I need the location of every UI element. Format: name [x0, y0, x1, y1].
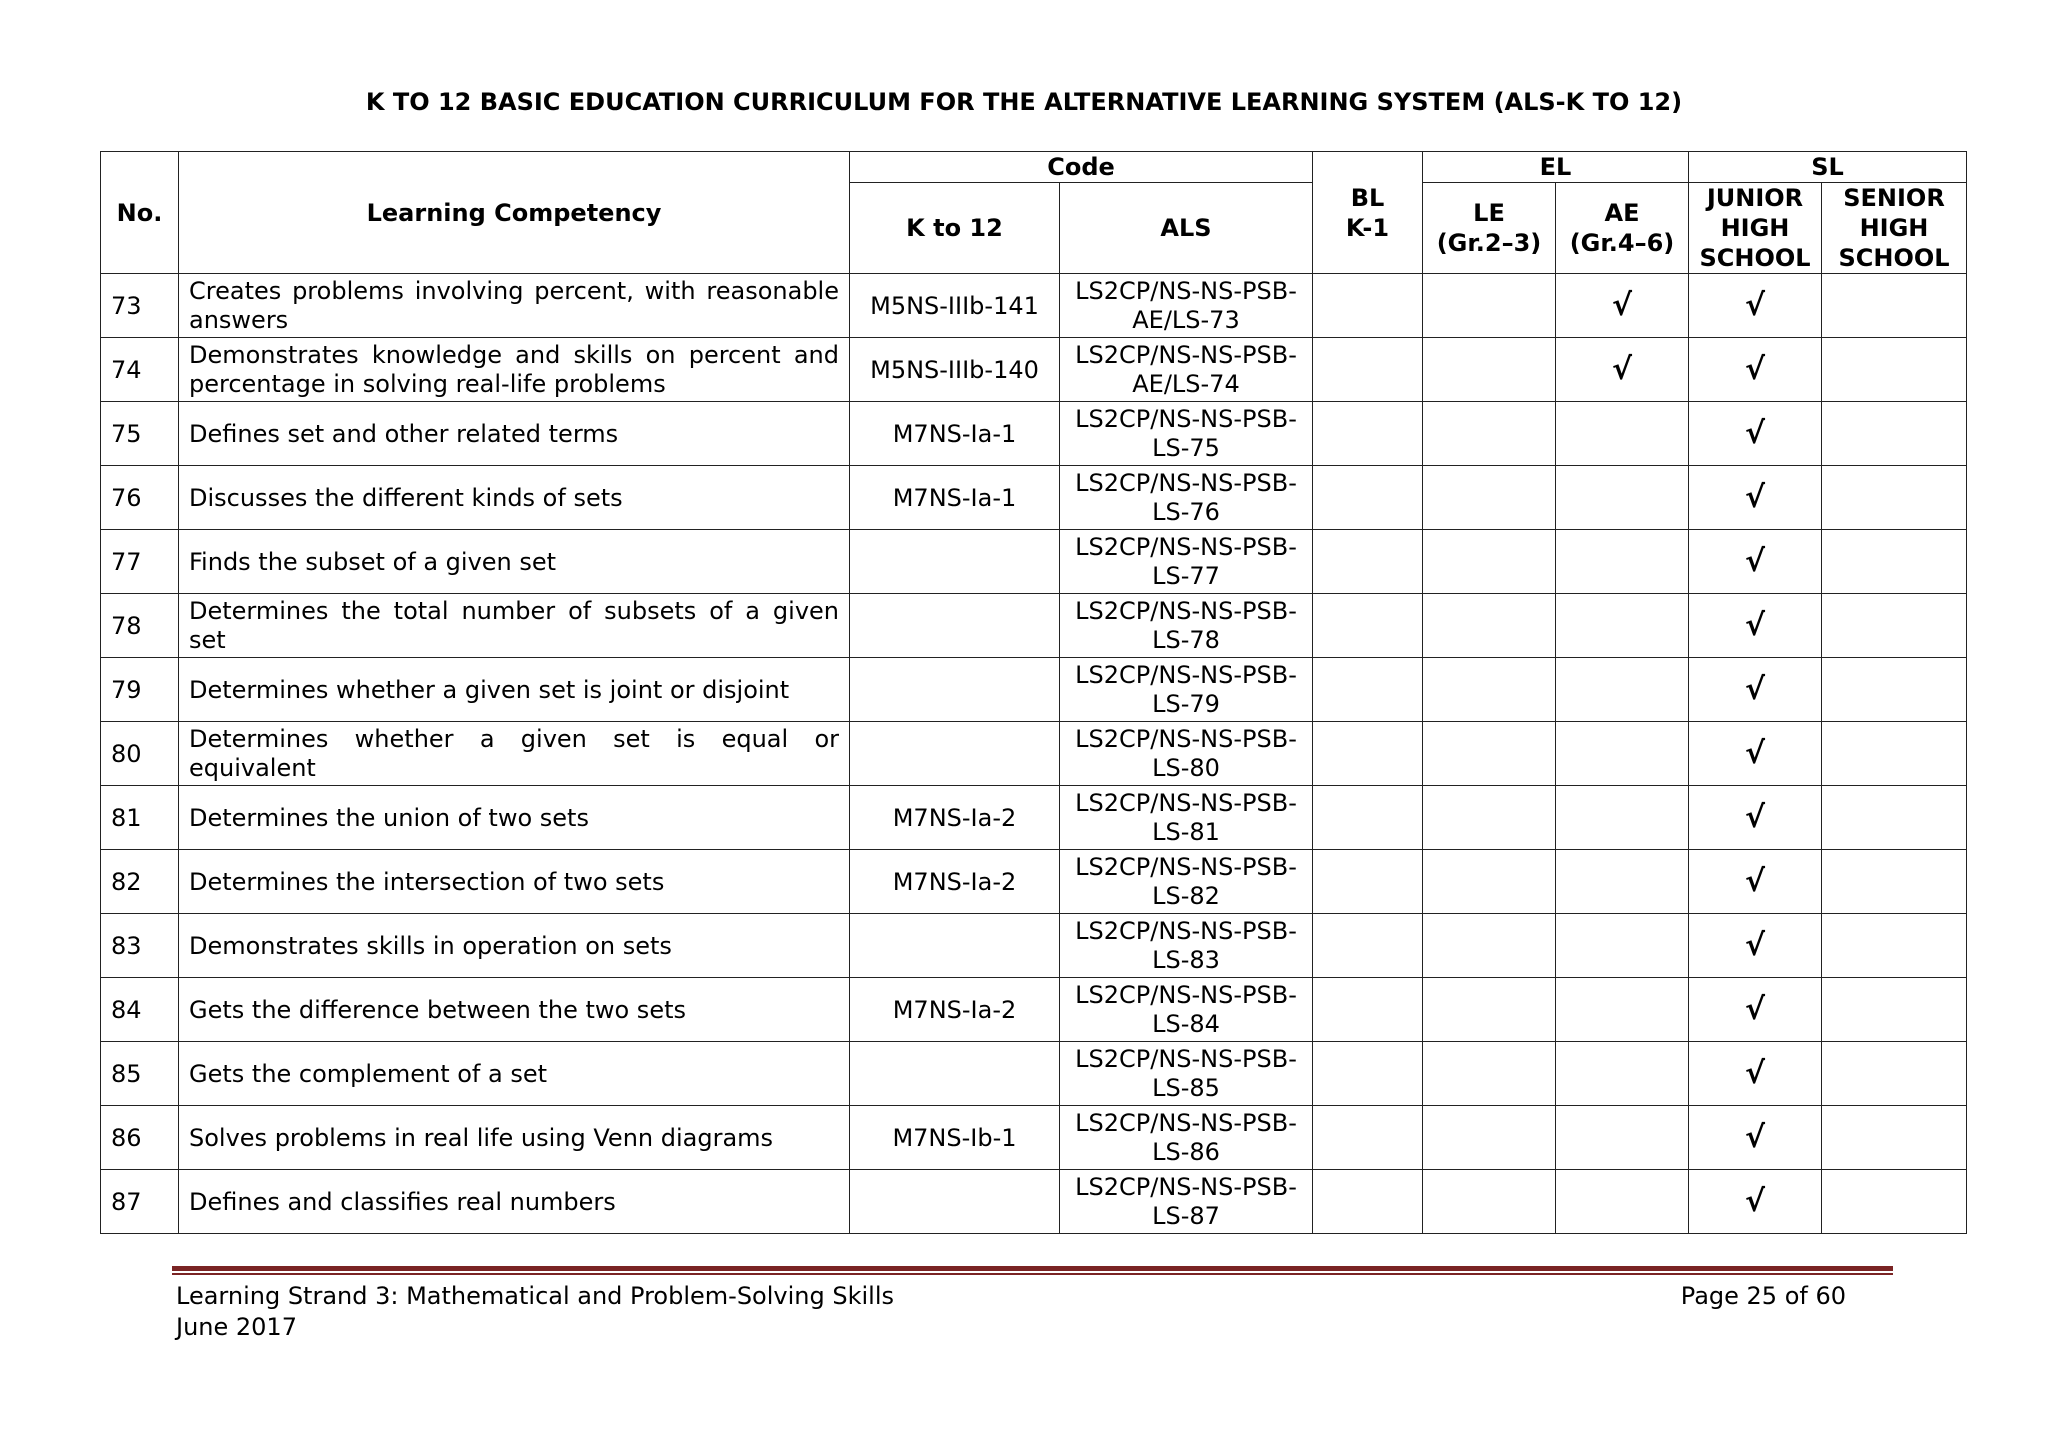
row-als-code [1060, 658, 1313, 722]
als-code-line: LS2CP/NS-NS-PSB- [1075, 468, 1297, 497]
row-number: 81 [101, 786, 179, 850]
row-competency: Defines set and other related terms [179, 402, 850, 466]
row-le-cell [1423, 274, 1556, 338]
row-ae-check [1556, 530, 1689, 594]
row-als-code [1060, 594, 1313, 658]
row-competency: Finds the subset of a given set [179, 530, 850, 594]
row-jhs-check: √ [1689, 786, 1822, 850]
row-shs-cell [1822, 594, 1967, 658]
row-ae-check [1556, 594, 1689, 658]
footer-date: June 2017 [176, 1313, 297, 1341]
row-shs-cell [1822, 466, 1967, 530]
als-code-line: LS-82 [1152, 881, 1220, 910]
row-competency: Determines whether a given set is joint or disjoint [179, 658, 850, 722]
row-competency: Determines the intersection of two sets [179, 850, 850, 914]
row-bl-cell [1313, 914, 1423, 978]
row-bl-cell [1313, 1106, 1423, 1170]
row-jhs-check: √ [1689, 338, 1822, 402]
row-jhs-check: √ [1689, 850, 1822, 914]
table-row [101, 466, 1967, 530]
row-le-cell [1423, 978, 1556, 1042]
table-row [101, 914, 1967, 978]
table-header [101, 152, 1967, 274]
row-ae-check [1556, 402, 1689, 466]
header-shs-line: SENIOR [1843, 184, 1945, 212]
table-row [101, 338, 1967, 402]
row-competency: Gets the complement of a set [179, 1042, 850, 1106]
row-number: 87 [101, 1170, 179, 1234]
row-competency: Defines and classifies real numbers [179, 1170, 850, 1234]
header-bl-sub: K-1 [1345, 213, 1390, 242]
row-k12-code [850, 1170, 1060, 1234]
row-competency: Discusses the different kinds of sets [179, 466, 850, 530]
row-als-code [1060, 402, 1313, 466]
row-als-code [1060, 530, 1313, 594]
row-jhs-check: √ [1689, 274, 1822, 338]
row-competency: Creates problems involving percent, with reasonable answers [179, 274, 850, 338]
als-code-line: LS2CP/NS-NS-PSB- [1075, 276, 1297, 305]
row-ae-check [1556, 914, 1689, 978]
header-le-label: LE [1473, 199, 1505, 227]
row-le-cell [1423, 1106, 1556, 1170]
als-code-line: LS-87 [1152, 1201, 1220, 1230]
row-ae-check [1556, 658, 1689, 722]
curriculum-table [100, 151, 1967, 1234]
row-k12-code [850, 914, 1060, 978]
als-code-line: LS2CP/NS-NS-PSB- [1075, 660, 1297, 689]
row-bl-cell [1313, 530, 1423, 594]
row-le-cell [1423, 338, 1556, 402]
row-bl-cell [1313, 850, 1423, 914]
row-number: 82 [101, 850, 179, 914]
row-shs-cell [1822, 274, 1967, 338]
row-als-code [1060, 850, 1313, 914]
header-bl [1313, 152, 1423, 274]
row-le-cell [1423, 850, 1556, 914]
table-row [101, 722, 1967, 786]
row-bl-cell [1313, 658, 1423, 722]
als-code-line: LS-84 [1152, 1009, 1220, 1038]
als-code-line: LS2CP/NS-NS-PSB- [1075, 724, 1297, 753]
row-number: 85 [101, 1042, 179, 1106]
header-shs-line: SCHOOL [1838, 244, 1950, 272]
footer-rule-thin [172, 1273, 1893, 1275]
header-no: No. [101, 152, 179, 274]
als-code-line: LS2CP/NS-NS-PSB- [1075, 1044, 1297, 1073]
row-jhs-check: √ [1689, 402, 1822, 466]
header-ae-label: AE [1604, 199, 1640, 227]
table-body [101, 274, 1967, 1234]
row-k12-code: M7NS-Ia-1 [850, 402, 1060, 466]
row-ae-check [1556, 1106, 1689, 1170]
header-junior-high-school [1689, 183, 1822, 274]
header-ae-sub: (Gr.4–6) [1569, 229, 1675, 257]
row-le-cell [1423, 786, 1556, 850]
row-als-code [1060, 466, 1313, 530]
header-le [1423, 183, 1556, 274]
row-k12-code: M7NS-Ia-1 [850, 466, 1060, 530]
row-number: 80 [101, 722, 179, 786]
table-row [101, 978, 1967, 1042]
als-code-line: LS2CP/NS-NS-PSB- [1075, 340, 1297, 369]
header-el: EL [1423, 152, 1689, 183]
table-row [101, 1106, 1967, 1170]
row-k12-code: M7NS-Ia-2 [850, 978, 1060, 1042]
row-bl-cell [1313, 338, 1423, 402]
row-k12-code: M5NS-IIIb-140 [850, 338, 1060, 402]
table-row [101, 786, 1967, 850]
als-code-line: LS-75 [1152, 433, 1220, 462]
table-row [101, 274, 1967, 338]
row-jhs-check: √ [1689, 594, 1822, 658]
row-jhs-check: √ [1689, 466, 1822, 530]
als-code-line: LS2CP/NS-NS-PSB- [1075, 596, 1297, 625]
header-shs-line: HIGH [1859, 214, 1929, 242]
header-ae [1556, 183, 1689, 274]
row-k12-code: M7NS-Ia-2 [850, 786, 1060, 850]
header-learning-competency: Learning Competency [179, 152, 850, 274]
row-ae-check [1556, 850, 1689, 914]
row-jhs-check: √ [1689, 1106, 1822, 1170]
row-k12-code [850, 594, 1060, 658]
header-jhs-line: SCHOOL [1699, 244, 1811, 272]
row-competency: Demonstrates knowledge and skills on percent and percentage in solving real-life problems [179, 338, 850, 402]
als-code-line: AE/LS-74 [1132, 369, 1240, 398]
row-le-cell [1423, 914, 1556, 978]
footer-page-number: Page 25 of 60 [1680, 1282, 1846, 1310]
row-ae-check: √ [1556, 338, 1689, 402]
page-title: K TO 12 BASIC EDUCATION CURRICULUM FOR THE ALTERNATIVE LEARNING SYSTEM (ALS-K TO 12) [365, 88, 1683, 116]
header-senior-high-school [1822, 183, 1967, 274]
header-le-sub: (Gr.2–3) [1436, 229, 1542, 257]
als-code-line: LS2CP/NS-NS-PSB- [1075, 404, 1297, 433]
row-le-cell [1423, 402, 1556, 466]
row-number: 83 [101, 914, 179, 978]
row-als-code [1060, 786, 1313, 850]
row-jhs-check: √ [1689, 658, 1822, 722]
row-shs-cell [1822, 914, 1967, 978]
als-code-line: LS2CP/NS-NS-PSB- [1075, 788, 1297, 817]
row-jhs-check: √ [1689, 722, 1822, 786]
row-shs-cell [1822, 1042, 1967, 1106]
row-le-cell [1423, 1170, 1556, 1234]
row-le-cell [1423, 658, 1556, 722]
als-code-line: LS-77 [1152, 561, 1220, 590]
row-bl-cell [1313, 722, 1423, 786]
row-jhs-check: √ [1689, 1042, 1822, 1106]
row-competency: Determines the total number of subsets of a given set [179, 594, 850, 658]
row-competency: Demonstrates skills in operation on sets [179, 914, 850, 978]
table-row [101, 1170, 1967, 1234]
table-row [101, 594, 1967, 658]
row-k12-code [850, 530, 1060, 594]
row-shs-cell [1822, 402, 1967, 466]
als-code-line: LS-81 [1152, 817, 1220, 846]
als-code-line: LS-83 [1152, 945, 1220, 974]
row-competency: Solves problems in real life using Venn diagrams [179, 1106, 850, 1170]
row-bl-cell [1313, 786, 1423, 850]
row-shs-cell [1822, 978, 1967, 1042]
header-bl-label: BL [1350, 183, 1385, 212]
row-als-code [1060, 978, 1313, 1042]
table-row [101, 530, 1967, 594]
row-als-code [1060, 914, 1313, 978]
row-ae-check [1556, 722, 1689, 786]
row-number: 76 [101, 466, 179, 530]
als-code-line: LS2CP/NS-NS-PSB- [1075, 916, 1297, 945]
row-k12-code: M5NS-IIIb-141 [850, 274, 1060, 338]
row-jhs-check: √ [1689, 1170, 1822, 1234]
row-le-cell [1423, 594, 1556, 658]
row-als-code [1060, 722, 1313, 786]
als-code-line: LS2CP/NS-NS-PSB- [1075, 1108, 1297, 1137]
als-code-line: LS-85 [1152, 1073, 1220, 1102]
row-shs-cell [1822, 338, 1967, 402]
row-le-cell [1423, 530, 1556, 594]
row-bl-cell [1313, 274, 1423, 338]
row-jhs-check: √ [1689, 978, 1822, 1042]
table-row [101, 850, 1967, 914]
header-code: Code [850, 152, 1313, 183]
footer-rule [172, 1266, 1893, 1271]
als-code-line: LS2CP/NS-NS-PSB- [1075, 532, 1297, 561]
row-ae-check [1556, 978, 1689, 1042]
als-code-line: LS-86 [1152, 1137, 1220, 1166]
row-competency: Determines the union of two sets [179, 786, 850, 850]
row-ae-check [1556, 1042, 1689, 1106]
row-als-code [1060, 1170, 1313, 1234]
header-sl: SL [1689, 152, 1967, 183]
table-row [101, 658, 1967, 722]
row-number: 79 [101, 658, 179, 722]
row-als-code [1060, 1106, 1313, 1170]
row-shs-cell [1822, 658, 1967, 722]
row-jhs-check: √ [1689, 914, 1822, 978]
row-number: 86 [101, 1106, 179, 1170]
row-le-cell [1423, 1042, 1556, 1106]
header-als: ALS [1060, 183, 1313, 274]
row-k12-code [850, 722, 1060, 786]
row-number: 84 [101, 978, 179, 1042]
table-row [101, 402, 1967, 466]
row-number: 74 [101, 338, 179, 402]
row-als-code [1060, 1042, 1313, 1106]
row-shs-cell [1822, 530, 1967, 594]
header-k-to-12: K to 12 [850, 183, 1060, 274]
row-number: 73 [101, 274, 179, 338]
row-shs-cell [1822, 1170, 1967, 1234]
row-ae-check: √ [1556, 274, 1689, 338]
row-number: 77 [101, 530, 179, 594]
row-bl-cell [1313, 402, 1423, 466]
als-code-line: LS2CP/NS-NS-PSB- [1075, 980, 1297, 1009]
row-shs-cell [1822, 1106, 1967, 1170]
row-number: 78 [101, 594, 179, 658]
als-code-line: LS2CP/NS-NS-PSB- [1075, 852, 1297, 881]
als-code-line: LS-79 [1152, 689, 1220, 718]
als-code-line: LS-76 [1152, 497, 1220, 526]
row-number: 75 [101, 402, 179, 466]
row-shs-cell [1822, 786, 1967, 850]
row-k12-code: M7NS-Ib-1 [850, 1106, 1060, 1170]
row-bl-cell [1313, 466, 1423, 530]
footer-strand: Learning Strand 3: Mathematical and Problem-Solving Skills [176, 1282, 894, 1310]
row-ae-check [1556, 466, 1689, 530]
row-competency: Gets the difference between the two sets [179, 978, 850, 1042]
als-code-line: AE/LS-73 [1132, 305, 1240, 334]
als-code-line: LS-78 [1152, 625, 1220, 654]
row-ae-check [1556, 1170, 1689, 1234]
row-le-cell [1423, 466, 1556, 530]
row-bl-cell [1313, 1042, 1423, 1106]
row-shs-cell [1822, 850, 1967, 914]
header-jhs-line: JUNIOR [1706, 184, 1804, 212]
row-k12-code [850, 1042, 1060, 1106]
row-jhs-check: √ [1689, 530, 1822, 594]
row-bl-cell [1313, 1170, 1423, 1234]
als-code-line: LS2CP/NS-NS-PSB- [1075, 1172, 1297, 1201]
row-competency: Determines whether a given set is equal or equivalent [179, 722, 850, 786]
row-le-cell [1423, 722, 1556, 786]
row-bl-cell [1313, 594, 1423, 658]
table-row [101, 1042, 1967, 1106]
row-shs-cell [1822, 722, 1967, 786]
row-k12-code: M7NS-Ia-2 [850, 850, 1060, 914]
row-k12-code [850, 658, 1060, 722]
footer-left [176, 1281, 894, 1343]
als-code-line: LS-80 [1152, 753, 1220, 782]
row-bl-cell [1313, 978, 1423, 1042]
row-ae-check [1556, 786, 1689, 850]
row-als-code [1060, 338, 1313, 402]
row-als-code [1060, 274, 1313, 338]
header-jhs-line: HIGH [1720, 214, 1790, 242]
